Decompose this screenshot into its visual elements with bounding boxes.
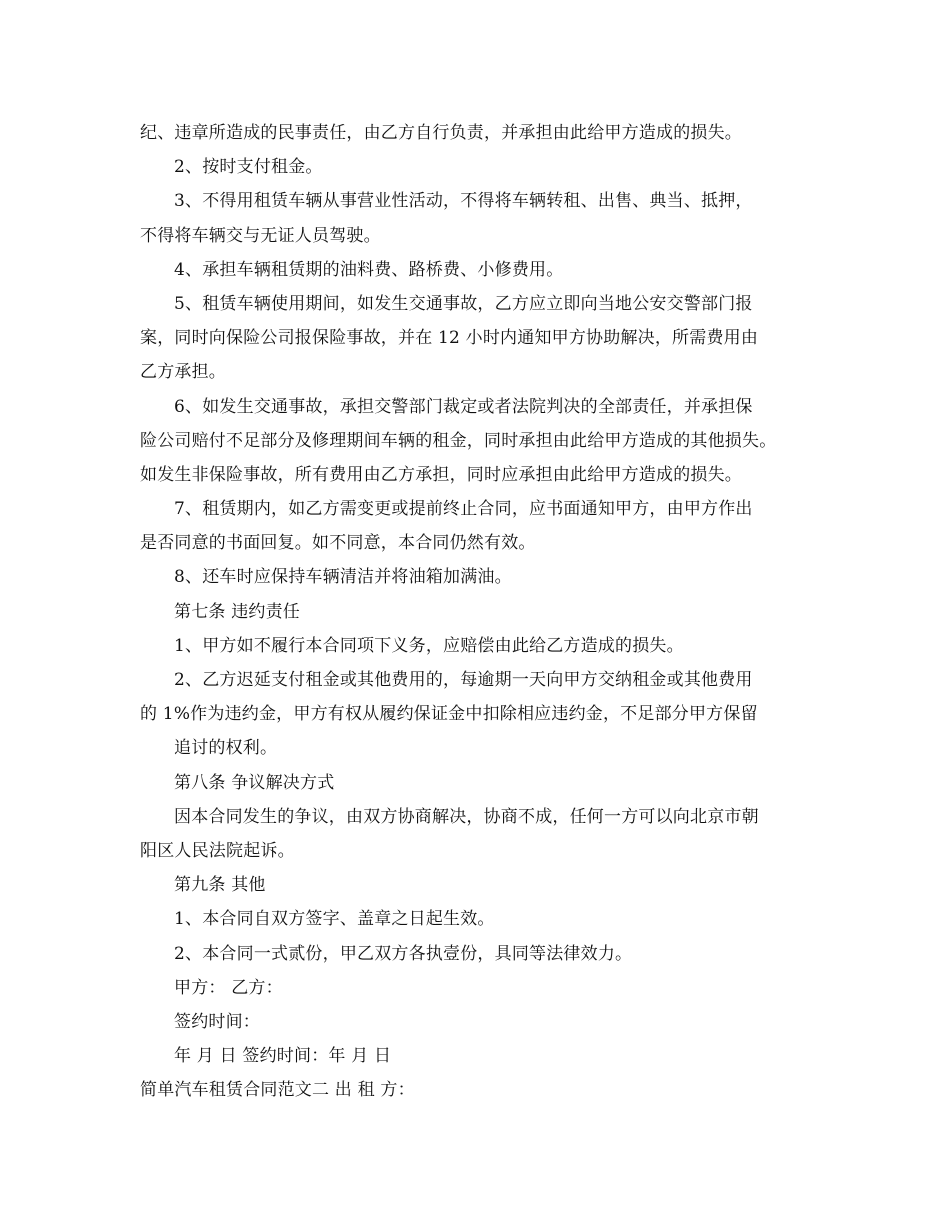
- text-line: 2、本合同一式贰份，甲乙双方各执壹份，具同等法律效力。: [174, 943, 633, 964]
- text-line: 阳区人民法院起诉。: [140, 840, 295, 861]
- text-line: 6、如发生交通事故，承担交警部门裁定或者法院判决的全部责任，并承担保: [174, 396, 753, 417]
- text-line: 因本合同发生的争议，由双方协商解决，协商不成，任何一方可以向北京市朝: [174, 806, 759, 827]
- text-line: 1、甲方如不履行本合同项下义务，应赔偿由此给乙方造成的损失。: [174, 635, 684, 656]
- section-heading-breach-liability: 第七条 违约责任: [174, 601, 301, 622]
- text-line: 3、不得用租赁车辆从事营业性活动，不得将车辆转租、出售、典当、抵押，: [174, 191, 753, 212]
- section-heading-other: 第九条 其他: [174, 875, 266, 896]
- text-line: 8、还车时应保持车辆清洁并将油箱加满油。: [174, 567, 512, 588]
- next-document-title: 简单汽车租赁合同范文二 出 租 方：: [140, 1080, 415, 1101]
- text-line: 不得将车辆交与无证人员驾驶。: [140, 225, 381, 246]
- text-line: 如发生非保险事故，所有费用由乙方承担，同时应承担由此给甲方造成的损失。: [140, 464, 742, 485]
- text-line: 案，同时向保险公司报保险事故，并在 12 小时内通知甲方协助解决，所需费用由: [140, 328, 759, 349]
- text-line: 纪、违章所造成的民事责任，由乙方自行负责，并承担由此给甲方造成的损失。: [140, 123, 742, 143]
- text-line: 追讨的权利。: [174, 738, 278, 759]
- contract-text: [140, 116, 820, 1107]
- text-line: 4、承担车辆租赁期的油料费、路桥费、小修费用。: [174, 259, 564, 280]
- text-line: 5、租赁车辆使用期间，如发生交通事故，乙方应立即向当地公安交警部门报: [174, 293, 753, 314]
- text-line: 的 1%作为违约金，甲方有权从履约保证金中扣除相应违约金，不足部分甲方保留: [140, 704, 758, 725]
- section-heading-dispute-resolution: 第八条 争议解决方式: [174, 772, 335, 793]
- text-line: 1、本合同自双方签字、盖章之日起生效。: [174, 909, 495, 930]
- signature-parties: 甲方： 乙方：: [174, 977, 283, 998]
- signing-date-line: 年 月 日 签约时间：年 月 日: [174, 1046, 392, 1067]
- text-line: 7、租赁期内，如乙方需变更或提前终止合同，应书面通知甲方，由甲方作出: [174, 499, 753, 520]
- signing-date-label: 签约时间：: [174, 1011, 260, 1032]
- text-line: 乙方承担。: [140, 362, 226, 383]
- text-line: 险公司赔付不足部分及修理期间车辆的租金，同时承担由此给甲方造成的其他损失。: [140, 430, 777, 451]
- text-line: 是否同意的书面回复。如不同意，本合同仍然有效。: [140, 533, 536, 554]
- text-line: 2、乙方迟延支付租金或其他费用的，每逾期一天向甲方交纳租金或其他费用: [174, 670, 753, 690]
- text-line: 2、按时支付租金。: [174, 157, 323, 178]
